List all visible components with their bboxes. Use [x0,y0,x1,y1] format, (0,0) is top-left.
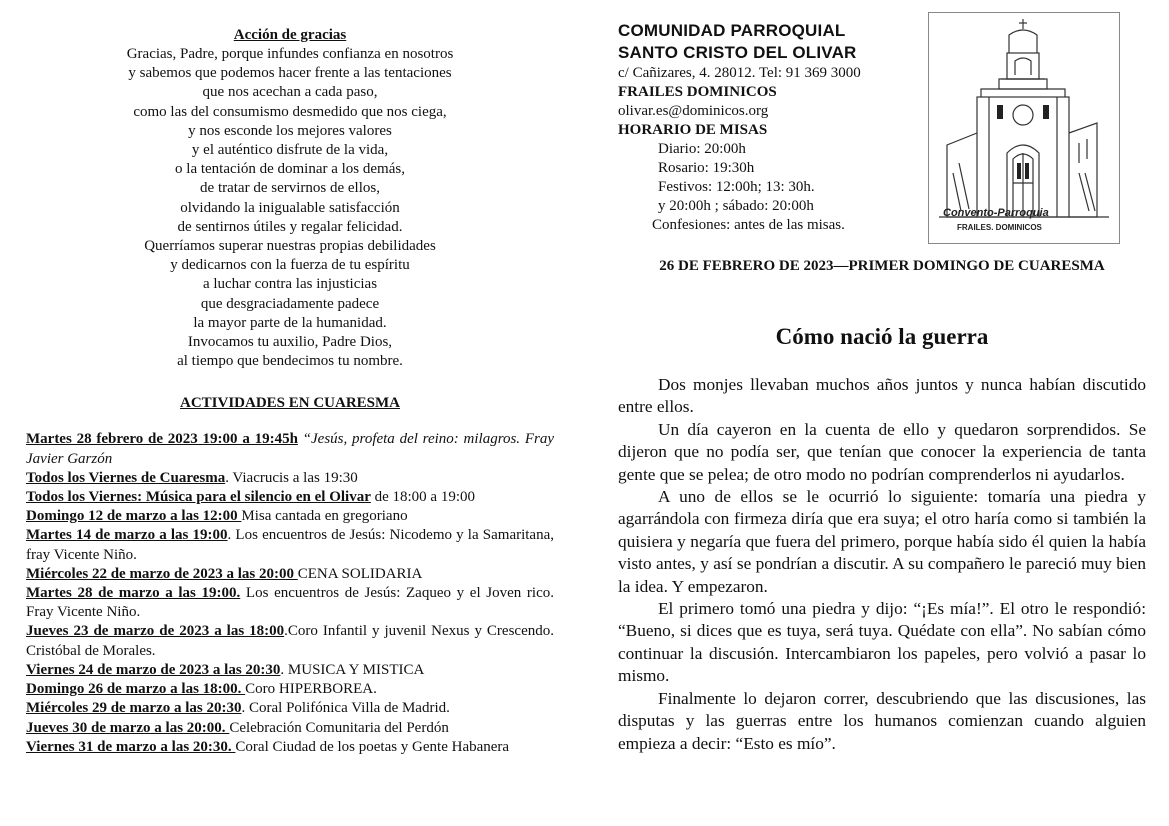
story-paragraph: El primero tomó una piedra y dijo: “¡Es mía!”. El otro le respondió: “Bueno, si dices que es tuya, será tuya. Quédate con ella”. No sabían cómo continuar la discusión. Intercambiaron los papeles, pero volvió a pasar lo mismo. [618,599,1146,686]
activity-item [26,719,554,738]
prayer-line: la mayor parte de la humanidad. [193,314,387,331]
parish-header [618,20,918,235]
prayer-line: Invocamos tu auxilio, Padre Dios, [187,334,393,351]
activity-item [26,584,554,622]
mass-time: Rosario: 19:30h [658,160,755,176]
activities-list [26,430,554,756]
prayer-line: al tiempo que bendecimos tu nombre. [177,353,403,370]
prayer-title: Acción de gracias [233,27,347,43]
left-column [26,26,554,757]
activity-when: Martes 14 de marzo a las 19:00 [26,527,228,544]
activity-when: Viernes 24 de marzo de 2023 a las 20:30 [26,661,281,678]
prayer-line: Gracias, Padre, porque infundes confianza en nosotros [126,46,454,62]
activity-desc: . MUSICA Y MISTICA [280,661,425,678]
story-title: Cómo nació la guerra [775,324,989,349]
activity-desc: Coro HIPERBOREA. [245,681,377,698]
sketch-subcaption: FRAILES. DOMINICOS [957,223,1042,232]
church-sketch [928,12,1120,244]
story-body [618,374,1146,755]
story-paragraph: Finalmente lo dejaron correr, descubriendo que las discusiones, las disputas y las guerras entre los humanos comienzan cuando alguien empieza a decir: “Esto es mío”. [618,688,1146,753]
prayer-text [26,45,554,371]
activity-when: Todos los Viernes de Cuaresma [26,469,226,486]
org-name-line2: SANTO CRISTO DEL OLIVAR [618,43,857,62]
activity-item [26,507,554,526]
prayer-line: como las del consumismo desmedido que nos ciega, [133,103,447,120]
activity-item [26,661,554,680]
activity-item [26,430,554,468]
activity-when: Viernes 31 de marzo a las 20:30. [26,738,236,755]
prayer-line: a luchar contra las injusticias [202,276,378,293]
activity-desc: . Los encuentros de Jesús: Nicodemo y la Samaritana, fray Vicente Niño. [26,527,554,563]
activity-item [26,526,554,564]
story-paragraph: A uno de ellos se le ocurrió lo siguiente: tomaría una piedra y agarrándola con firmeza diría que era suya; el otro haría como si también la quisiera y negaría que fuera del primero, porque había sido él quien la había visto antes, y así se pondrían a discutir. A su compañero le pareció muy bien la idea. Y empezaron. [618,487,1146,596]
activity-desc: CENA SOLIDARIA [297,565,423,582]
prayer-line: olvidando la inigualable satisfacción [180,199,400,216]
activity-desc: . Viacrucis a las 19:30 [225,469,358,486]
activity-when: Miércoles 29 de marzo a las 20:30 [26,700,242,717]
date-line: 26 DE FEBRERO DE 2023—PRIMER DOMINGO DE CUARESMA [659,258,1105,274]
email: olivar.es@dominicos.org [618,103,769,119]
activity-when: Jueves 30 de marzo a las 20:00. [26,719,230,736]
activity-item [26,565,554,584]
activity-item [26,680,554,699]
activity-item [26,699,554,718]
horario-title: HORARIO DE MISAS [618,122,768,138]
sketch-caption: Convento-Parroquia [943,207,1049,219]
activity-desc: Celebración Comunitaria del Perdón [229,719,449,736]
prayer-line: Querríamos superar nuestras propias debilidades [144,238,436,255]
activity-when: Todos los Viernes: Música para el silencio en el Olivar [26,489,371,506]
activity-desc: .Coro Infantil y juvenil Nexus y Crescendo. Cristóbal de Morales. [26,623,554,659]
prayer-line: de tratar de servirnos de ellos, [200,180,380,197]
activities-title: ACTIVIDADES EN CUARESMA [179,395,401,412]
prayer-line: y sabemos que podemos hacer frente a las tentaciones [128,65,452,82]
prayer-line: o la tentación de dominar a los demás, [175,161,405,178]
activity-when: Jueves 23 de marzo de 2023 a las 18:00 [26,623,285,640]
activity-desc: Los encuentros de Jesús: Zaqueo y el Joven rico. Fray Vicente Niño. [26,585,554,621]
activity-item [26,469,554,488]
activity-when: Miércoles 22 de marzo de 2023 a las 20:00 [26,565,298,582]
activity-when: Domingo 26 de marzo a las 18:00. [26,681,246,698]
activity-desc: . Coral Polifónica Villa de Madrid. [241,700,450,717]
activity-desc: Coral Ciudad de los poetas y Gente Habanera [235,738,510,755]
mass-time: y 20:00h ; sábado: 20:00h [658,198,814,214]
prayer-line: de sentirnos útiles y regalar felicidad. [177,218,403,235]
confesiones: Confesiones: antes de las misas. [652,217,845,233]
activity-item [26,488,554,507]
address: c/ Cañizares, 4. 28012. Tel: 91 369 3000 [618,65,861,81]
activity-desc: “Jesús, profeta del reino: milagros. Fray Javier Garzón [26,431,554,467]
org-name-line1: COMUNIDAD PARROQUIAL [618,21,846,40]
activity-desc: de 18:00 a 19:00 [370,489,476,506]
frailes-label: FRAILES DOMINICOS [618,84,777,100]
prayer-line: que nos acechan a cada paso, [202,84,378,101]
prayer-line: y el auténtico disfrute de la vida, [191,142,389,159]
prayer-line: y dedicarnos con la fuerza de tu espíritu [170,257,410,274]
activity-item [26,622,554,660]
story-paragraph: Dos monjes llevaban muchos años juntos y nunca habían discutido entre ellos. [618,375,1146,417]
activity-item [26,738,554,757]
activity-when: Domingo 12 de marzo a las 12:00 [26,508,242,525]
activity-desc: Misa cantada en gregoriano [241,508,408,525]
activity-when: Martes 28 febrero de 2023 19:00 a 19:45h [26,431,298,448]
mass-time: Festivos: 12:00h; 13: 30h. [658,179,815,195]
activity-when: Martes 28 de marzo a las 19:00. [26,585,241,602]
prayer-line: y nos esconde los mejores valores [188,122,392,139]
prayer-line: que desgraciadamente padece [200,295,380,312]
mass-time: Diario: 20:00h [658,141,746,157]
story-paragraph: Un día cayeron en la cuenta de ello y quedaron sorprendidos. Se dijeron que no podía ser, que tenían que conocer la experiencia de tanta gente que se pelea; de otro modo no podrían comprenderlos ni ayudarlos. [618,419,1146,484]
